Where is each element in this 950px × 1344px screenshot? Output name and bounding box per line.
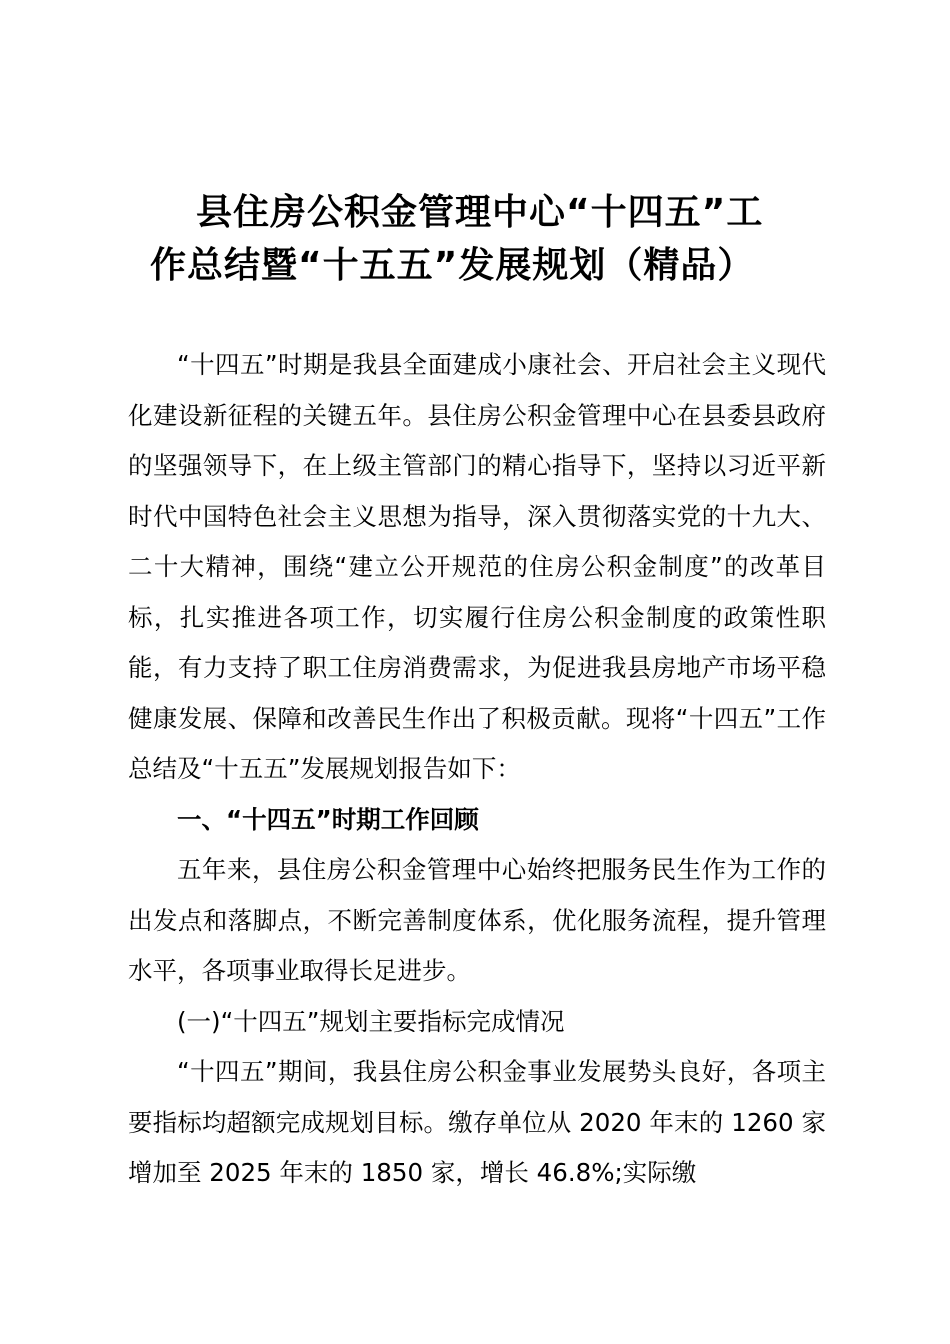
title-line-2: 作总结暨“十五五”发展规划（精品） bbox=[150, 245, 755, 286]
subsection-heading-1: (一)“十四五”规划主要指标完成情况 bbox=[177, 1006, 565, 1036]
intro-paragraph: “十四五”时期是我县全面建成小康社会、开启社会主义现代化建设新征程的关键五年。县住房公积金管理中心在县委县政府的坚强领导下，在上级主管部门的精心指导下，坚持以习近平新时代中国特色社会主义思想为指导，深入贯彻落实党的十九大、二十大精神，围绕“建立公开规范的住房公积金制度”的改革目标，扎实推进各项工作，切实履行住房公积金制度的政策性职能，有力支持了职工住房消费需求，为促进我县房地产市场平稳健康发展、保障和改善民生作出了积极贡献。现将“十四五”工作总结及“十五五”发展规划报告如下： bbox=[128, 350, 826, 783]
section-heading-1: 一、“十四五”时期工作回顾 bbox=[177, 804, 479, 834]
section-paragraph-1: 五年来，县住房公积金管理中心始终把服务民生作为工作的出发点和落脚点，不断完善制度体系，优化服务流程，提升管理水平，各项事业取得长足进步。 bbox=[128, 855, 826, 985]
document-body bbox=[128, 340, 826, 1199]
title-line-1: 县住房公积金管理中心“十四五”工 bbox=[196, 192, 764, 233]
subsection-paragraph-1: “十四五”期间，我县住房公积金事业发展势头良好，各项主要指标均超额完成规划目标。缴存单位从 2020 年末的 1260 家增加至 2025 年末的 1850 家，增长 46.8%;实际缴 bbox=[128, 1057, 826, 1187]
document-title bbox=[120, 186, 840, 292]
